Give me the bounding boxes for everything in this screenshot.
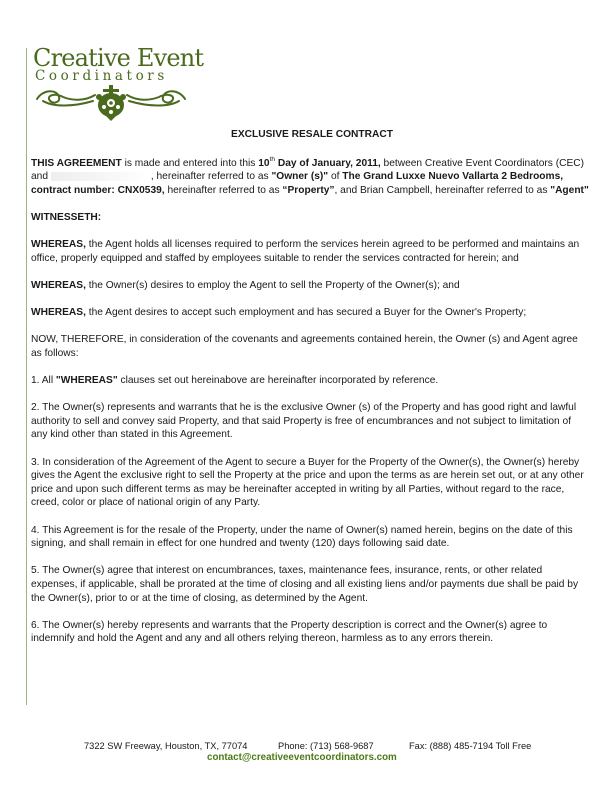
whereas-text: the Agent holds all licenses required to perform the services herein agreed to be performed and maintains an office, properly equipped and staffed by employees suitable to render the services contracted for herein; and bbox=[31, 239, 580, 264]
intro-owner-term: "Owner (s)" bbox=[271, 171, 329, 183]
intro-text: , and Brian Campbell, hereinafter referred to as bbox=[334, 184, 551, 196]
margin-rule bbox=[26, 48, 27, 705]
whereas-text: the Owner(s) desires to employ the Agent to sell the Property of the Owner(s); and bbox=[85, 279, 460, 291]
clause-3: 3. In consideration of the Agreement of the Agent to secure a Buyer for the Property of the Owner(s), the Owner(s) hereby gives the Agent the exclusive right to sell the Property at the price and upon the terms as are herein set out, or at any other price and upon such different terms as may be hereinafter accepted in writing by all Parties, without regard to the race, creed, color or place of national origin of any Party. bbox=[31, 456, 584, 509]
whereas-lead: WHEREAS, bbox=[31, 307, 86, 319]
clause-1 bbox=[31, 374, 589, 388]
intro-agent-term: "Agent" bbox=[550, 184, 589, 196]
whereas-text: the Agent desires to accept such employment and has secured a Buyer for the Owner's Property; bbox=[85, 307, 527, 319]
whereas-clause bbox=[31, 238, 589, 265]
intro-agreement: THIS AGREEMENT bbox=[31, 157, 122, 169]
clause-2: 2. The Owner(s) represents and warrants that he is the exclusive Owner (s) of the Property and has good right and lawful authority to sell and convey said Property, and that said Property is free of encumbrances and not subject to limitation of any kind other than stated in this Agreement. bbox=[31, 402, 577, 441]
footer-phone: Phone: (713) 568-9687 bbox=[278, 741, 374, 751]
logo-line-1: Creative Event bbox=[33, 44, 204, 72]
intro-property-name: The Grand Luxxe Nuevo Vallarta 2 Bedrooms, contract number: CNX0539, bbox=[31, 171, 564, 196]
footer-address: 7322 SW Freeway, Houston, TX, 77074 bbox=[84, 741, 248, 751]
clause-4: 4. This Agreement is for the resale of the Property, under the name of Owner(s) named herein, begins on the date of this signing, and shall remain in effect for one hundred and twenty (120) days following said date. bbox=[31, 524, 573, 550]
document-title: EXCLUSIVE RESALE CONTRACT bbox=[231, 129, 393, 140]
clause-whereas-term: "WHEREAS" bbox=[55, 375, 118, 387]
intro-text: of bbox=[328, 171, 343, 183]
whereas-clause bbox=[31, 279, 589, 293]
intro-property-term: “Property” bbox=[282, 184, 335, 196]
intro-paragraph bbox=[31, 157, 589, 198]
contract-body bbox=[31, 128, 589, 660]
page-footer bbox=[0, 741, 612, 763]
footer-fax: Fax: (888) 485-7194 Toll Free bbox=[409, 741, 532, 751]
intro-text: is made and entered into this bbox=[121, 157, 259, 169]
footer-email-link[interactable]: contact@creativeeventcoordinators.com bbox=[207, 752, 397, 763]
witnesseth-heading bbox=[31, 211, 589, 225]
intro-text: between Creative Event Coordinators (CEC) and bbox=[31, 157, 584, 183]
whereas-lead: WHEREAS, bbox=[31, 239, 86, 251]
clause-text: 1. All bbox=[31, 375, 56, 387]
clause-text: clauses set out hereinabove are hereinafter incorporated by reference. bbox=[117, 375, 439, 387]
intro-day: 10 bbox=[258, 157, 270, 169]
redacted-owner-name bbox=[51, 172, 151, 181]
clause-6: 6. The Owner(s) hereby represents and warrants that the Property description is correct and the Owner(s) agree to indemnify and hold the Agent and any and all others relying thereon, harmless as to any errors therein. bbox=[31, 619, 548, 645]
intro-day-suffix: th bbox=[269, 155, 275, 163]
intro-date: Day of January, 2011, bbox=[275, 157, 381, 169]
now-therefore-paragraph: NOW, THEREFORE, in consideration of the covenants and agreements contained herein, the Owner (s) and Agent agree as follows: bbox=[31, 334, 578, 359]
logo-line-2: Coordinators bbox=[35, 68, 168, 84]
company-logo bbox=[33, 44, 204, 121]
clause-5: 5. The Owner(s) agree that interest on encumbrances, taxes, maintenance fees, insurance, rents, or other related expenses, if applicable, shall be prorated at the time of closing and all existing liens and/or payments due shall be paid by the Owner(s), prior to or at the time of closing, as determined by the Agent. bbox=[31, 565, 579, 604]
witnesseth-label: WITNESSETH: bbox=[31, 211, 102, 223]
whereas-lead: WHEREAS, bbox=[31, 279, 86, 291]
intro-text: , hereinafter referred to as bbox=[150, 171, 272, 183]
logo-ornament-icon bbox=[33, 85, 189, 121]
whereas-clause bbox=[31, 306, 589, 320]
intro-text: hereinafter referred to as bbox=[164, 184, 283, 196]
